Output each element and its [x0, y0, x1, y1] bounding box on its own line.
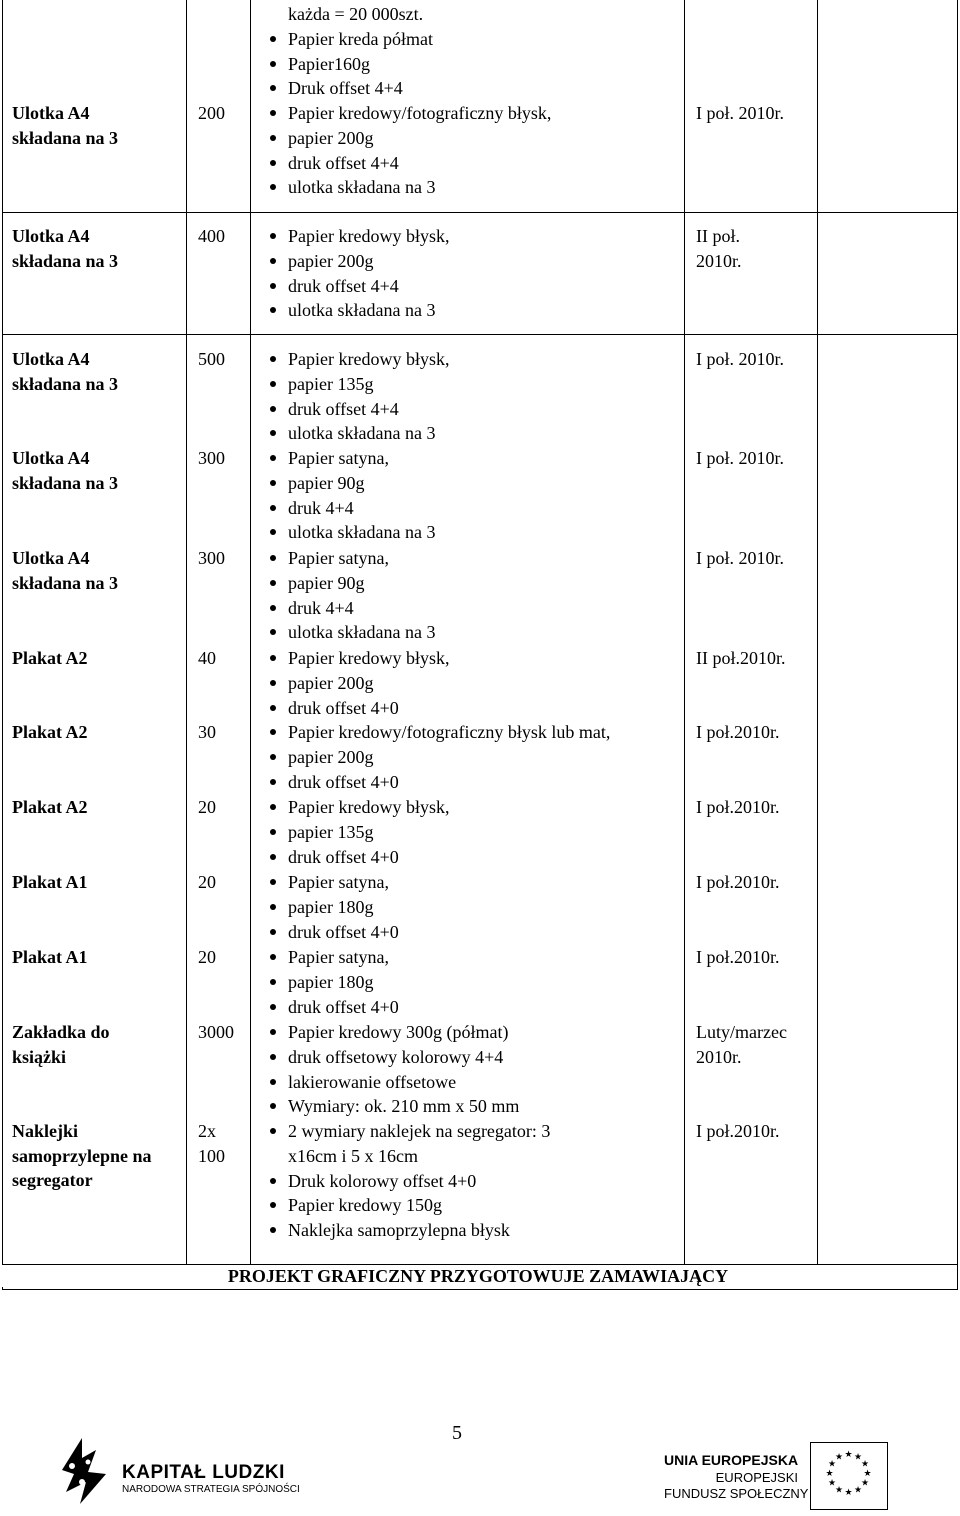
svg-text:★: ★	[860, 1478, 870, 1489]
spec-item-plain: każda = 20 000szt.	[288, 4, 424, 24]
spec-list	[262, 347, 449, 446]
svg-text:★: ★	[825, 1469, 834, 1479]
product-name: Zakładka do książki	[12, 1022, 110, 1067]
spec-list	[262, 795, 449, 869]
spec-item: druk 4+4	[262, 596, 435, 621]
eu-line-1: UNIA EUROPEJSKA	[664, 1452, 799, 1468]
spec-item: papier 200g	[262, 745, 610, 770]
svg-text:★: ★	[844, 1450, 853, 1460]
spec-list	[262, 224, 449, 323]
spec-item: Papier kreda półmat	[262, 27, 433, 52]
spec-item: papier 135g	[262, 820, 449, 845]
spec-item: Naklejka samoprzylepna błysk	[262, 1218, 588, 1243]
product-name: Plakat A2	[12, 648, 88, 668]
product-name: Ulotka A4 składana na 3	[12, 548, 119, 593]
svg-text:★: ★	[827, 1478, 837, 1489]
spec-item: 2 wymiary naklejek na segregator: 3 x16cm i 5 x 16cm	[262, 1119, 588, 1169]
table-col-divider-4	[817, 0, 818, 1264]
spec-item: druk offset 4+0	[262, 696, 449, 721]
delivery-date: II poł.2010r.	[696, 648, 786, 668]
table-border-left	[2, 0, 3, 1289]
product-name: Plakat A2	[12, 797, 88, 817]
delivery-date: I poł.2010r.	[696, 722, 780, 742]
delivery-date: II poł. 2010r.	[696, 226, 742, 271]
quantity: 30	[198, 722, 216, 742]
table-col-divider-2	[250, 0, 251, 1264]
quantity: 20	[198, 797, 216, 817]
quantity: 20	[198, 872, 216, 892]
spec-item: Papier satyna,	[262, 546, 435, 571]
spec-item: papier 200g	[262, 671, 449, 696]
quantity: 300	[198, 448, 225, 468]
spec-item: ulotka składana na 3	[262, 421, 449, 446]
delivery-date: Luty/marzec 2010r.	[696, 1022, 787, 1067]
quantity: 200	[198, 103, 225, 123]
footer-note: PROJEKT GRAFICZNY PRZYGOTOWUJE ZAMAWIAJĄCY	[227, 1266, 729, 1286]
spec-item: druk offset 4+4	[262, 151, 551, 176]
spec-list	[262, 101, 551, 200]
spec-item: papier 90g	[262, 571, 435, 596]
spec-list	[262, 870, 399, 944]
spec-item: ulotka składana na 3	[262, 175, 551, 200]
svg-text:★: ★	[853, 1452, 863, 1463]
svg-text:★: ★	[844, 1488, 853, 1498]
delivery-date: I poł.2010r.	[696, 947, 780, 967]
spec-list	[262, 446, 435, 545]
spec-item: Wymiary: ok. 210 mm x 50 mm	[262, 1094, 519, 1119]
page-number: 5	[452, 1422, 462, 1444]
quantity: 500	[198, 349, 225, 369]
spec-item: lakierowanie offsetowe	[262, 1070, 519, 1095]
quantity: 3000	[198, 1022, 234, 1042]
spec-item: Papier kredowy błysk,	[262, 224, 449, 249]
product-name: Ulotka A4 składana na 3	[12, 103, 119, 148]
spec-item: Papier satyna,	[262, 446, 435, 471]
spec-item: Druk offset 4+4	[262, 76, 433, 101]
quantity: 20	[198, 947, 216, 967]
svg-text:★: ★	[834, 1485, 844, 1496]
spec-item: druk offset 4+4	[262, 274, 449, 299]
table-col-divider-3	[684, 0, 685, 1264]
spec-item: druk offsetowy kolorowy 4+4	[262, 1045, 519, 1070]
product-name: Ulotka A4 składana na 3	[12, 226, 119, 271]
spec-list	[262, 720, 610, 794]
svg-text:★: ★	[853, 1485, 863, 1496]
spec-item: Papier kredowy/fotograficzny błysk,	[262, 101, 551, 126]
delivery-date: I poł.2010r.	[696, 1121, 780, 1141]
spec-item: druk offset 4+0	[262, 920, 399, 945]
kapital-ludzki-title: KAPITAŁ LUDZKI	[122, 1462, 285, 1483]
eu-line-2: EUROPEJSKI	[715, 1470, 798, 1485]
spec-item: druk offset 4+0	[262, 995, 399, 1020]
spec-list	[262, 1119, 588, 1243]
kapital-ludzki-logo-icon	[52, 1432, 114, 1513]
quantity: 40	[198, 648, 216, 668]
delivery-date: I poł. 2010r.	[696, 548, 784, 568]
product-name: Naklejki samoprzylepne na segregator	[12, 1121, 152, 1190]
product-name: Ulotka A4 składana na 3	[12, 349, 119, 394]
product-name: Ulotka A4 składana na 3	[12, 448, 119, 493]
spec-list	[262, 1020, 519, 1119]
table-row-divider	[2, 334, 958, 335]
spec-item: druk offset 4+4	[262, 397, 449, 422]
kapital-ludzki-subtitle: NARODOWA STRATEGIA SPÓJNOŚCI	[122, 1484, 300, 1495]
svg-text:★: ★	[860, 1459, 870, 1470]
spec-list	[262, 546, 435, 645]
spec-item: papier 200g	[262, 249, 449, 274]
svg-text:★: ★	[827, 1459, 837, 1470]
delivery-date: I poł. 2010r.	[696, 103, 784, 123]
spec-item: Papier satyna,	[262, 945, 399, 970]
spec-item: papier 180g	[262, 970, 399, 995]
delivery-date: I poł.2010r.	[696, 797, 780, 817]
spec-item: Druk kolorowy offset 4+0	[262, 1169, 588, 1194]
product-name: Plakat A1	[12, 947, 88, 967]
delivery-date: I poł. 2010r.	[696, 448, 784, 468]
spec-item: Papier kredowy błysk,	[262, 795, 449, 820]
spec-item: Papier160g	[262, 52, 433, 77]
svg-text:★: ★	[834, 1452, 844, 1463]
spec-item: Papier kredowy błysk,	[262, 646, 449, 671]
product-name: Plakat A1	[12, 872, 88, 892]
spec-item: papier 135g	[262, 372, 449, 397]
spec-item: Papier kredowy/fotograficzny błysk lub mat,	[262, 720, 610, 745]
spec-item: Papier kredowy błysk,	[262, 347, 449, 372]
spec-item: druk offset 4+0	[262, 770, 610, 795]
delivery-date: I poł. 2010r.	[696, 349, 784, 369]
spec-item: druk 4+4	[262, 496, 435, 521]
spec-item: ulotka składana na 3	[262, 620, 435, 645]
spec-item: ulotka składana na 3	[262, 298, 449, 323]
spec-list	[262, 945, 399, 1019]
spec-item: papier 90g	[262, 471, 435, 496]
eu-flag-icon	[810, 1442, 888, 1510]
quantity: 400	[198, 226, 225, 246]
spec-item: druk offset 4+0	[262, 845, 449, 870]
table-row-divider	[2, 212, 958, 213]
eu-line-3: FUNDUSZ SPOŁECZNY	[664, 1486, 809, 1501]
quantity: 300	[198, 548, 225, 568]
table-col-divider-1	[186, 0, 187, 1264]
quantity: 2x 100	[198, 1121, 225, 1166]
spec-item: Papier kredowy 300g (półmat)	[262, 1020, 519, 1045]
product-name: Plakat A2	[12, 722, 88, 742]
spec-item: papier 200g	[262, 126, 551, 151]
spec-item: Papier satyna,	[262, 870, 399, 895]
svg-text:★: ★	[863, 1469, 872, 1479]
spec-list	[262, 646, 449, 720]
spec-item: papier 180g	[262, 895, 399, 920]
table-border-right	[957, 0, 958, 1289]
delivery-date: I poł.2010r.	[696, 872, 780, 892]
spec-item: ulotka składana na 3	[262, 520, 435, 545]
spec-list	[262, 2, 433, 101]
spec-item: Papier kredowy 150g	[262, 1193, 588, 1218]
